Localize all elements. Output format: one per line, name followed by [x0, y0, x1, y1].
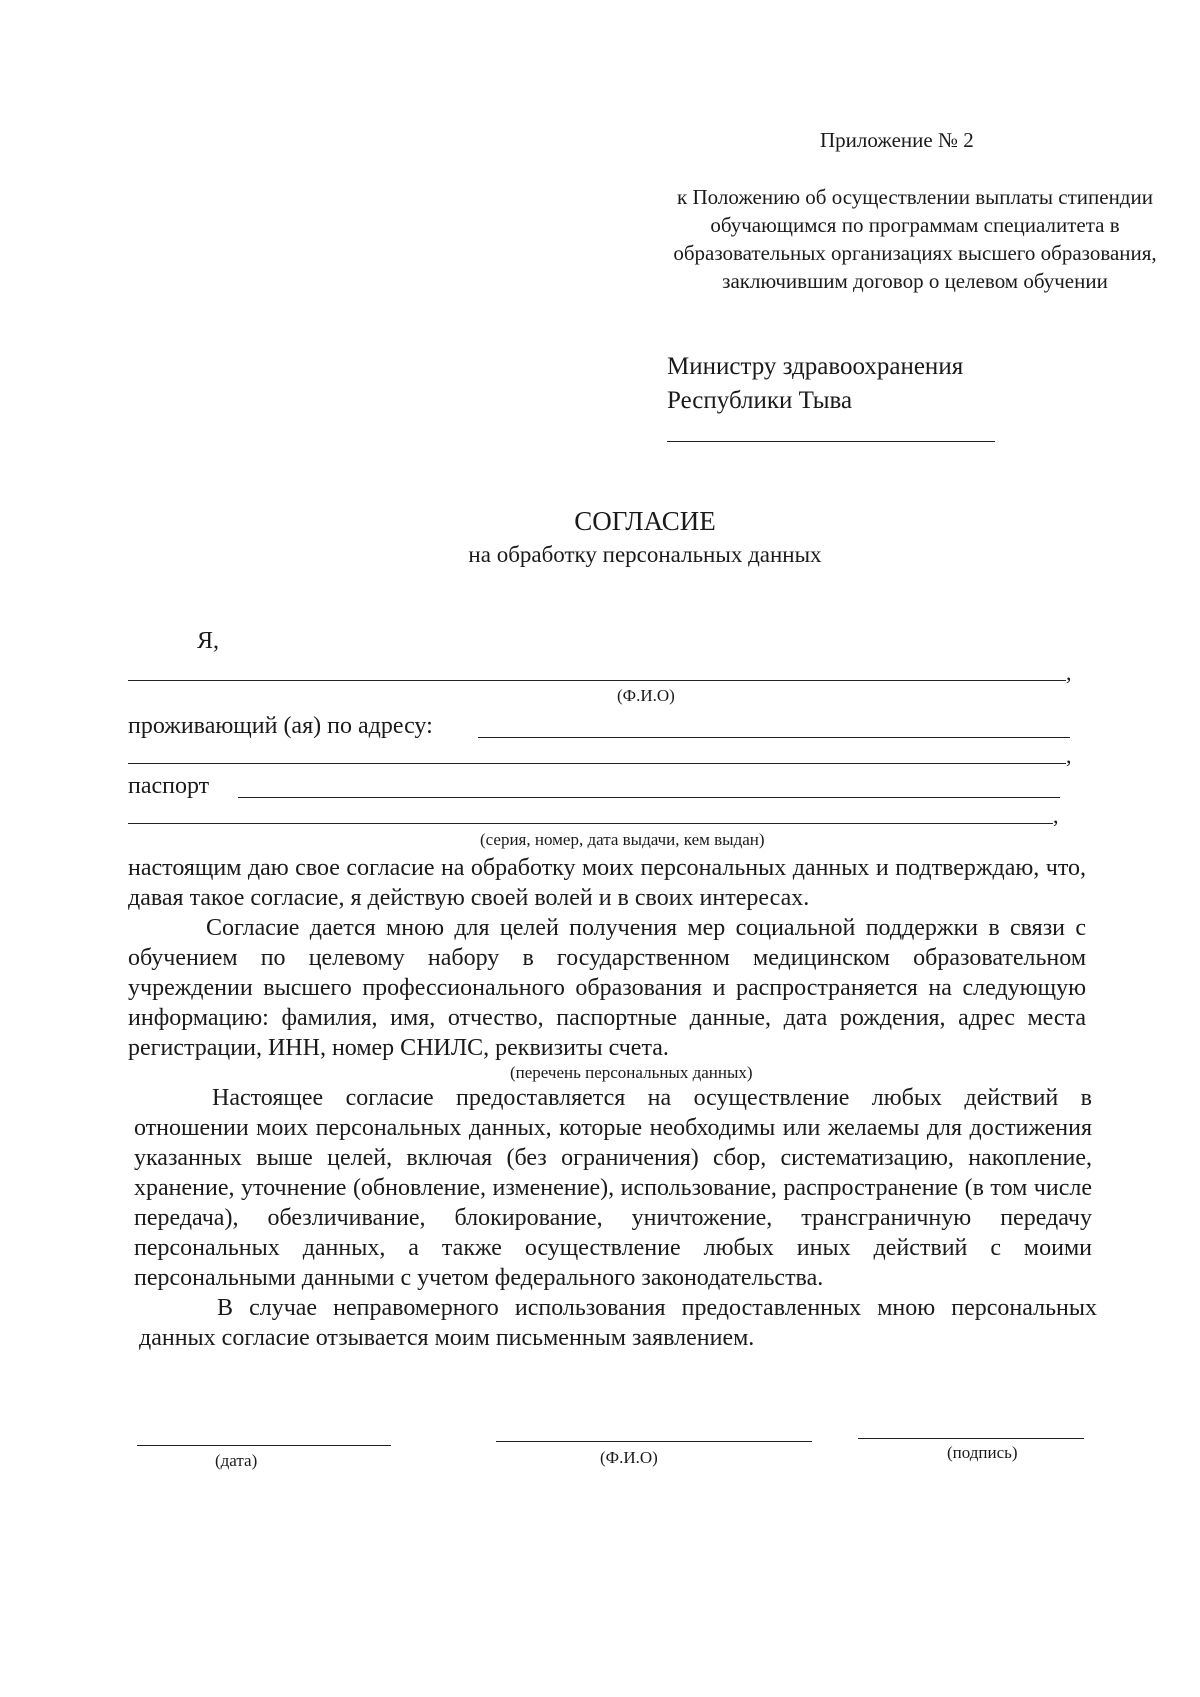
addressee — [667, 350, 963, 418]
document-title: СОГЛАСИЕ — [574, 506, 716, 536]
signature-caption: (подпись) — [947, 1443, 1018, 1462]
passport-comma: , — [1053, 803, 1059, 828]
signature-line[interactable] — [858, 1438, 1084, 1439]
fio-comma: , — [1066, 660, 1072, 685]
appendix-description: к Положению об осуществлении выплаты стипендии обучающимся по программам специалитета в образовательных организациях высшего образования, заключившим договор о целевом обучении — [673, 185, 1157, 293]
paragraph-4: В случае неправомерного использования предоставленных мною персональных данных согласие отзывается моим письменным заявлением. — [139, 1295, 1097, 1351]
document-subtitle: на обработку персональных данных — [468, 542, 822, 567]
paragraph-3: Настоящее согласие предоставляется на осуществление любых действий в отношении моих персональных данных, которые необходимы или желаемы для достижения указанных выше целей, включая (без ограничения) сбор, систематизацию, накопление, хранение, уточнение (обновление, изменение), использование, распространение (в том числе передача), обезличивание, блокирование, уничтожение, трансграничную передачу персональных данных, а также осуществление любых иных действий с моими персональными данными с учетом федерального законодательства. — [134, 1085, 1092, 1291]
address-comma: , — [1066, 743, 1072, 768]
paragraph-2: Согласие дается мною для целей получения мер социальной поддержки в связи с обучением по целевому набору в государственном медицинском образовательном учреждении высшего профессионального образования и распространяется на следующую информацию: фамилия, имя, отчество, паспортные данные, дата рождения, адрес места регистрации, ИНН, номер СНИЛС, реквизиты счета. — [128, 915, 1086, 1061]
addressee-line-1: Министру здравоохранения — [667, 353, 964, 380]
addressee-line-2: Республики Тыва — [667, 387, 853, 414]
address-blank-line-1[interactable] — [478, 737, 1070, 738]
address-label: проживающий (ая) по адресу: — [128, 713, 433, 739]
addressee-blank-line — [667, 441, 995, 442]
passport-caption: (серия, номер, дата выдачи, кем выдан) — [480, 830, 765, 849]
passport-label: паспорт — [128, 773, 210, 799]
passport-blank-line-2[interactable] — [128, 823, 1053, 824]
date-signature-line[interactable] — [137, 1445, 391, 1446]
date-caption: (дата) — [215, 1451, 258, 1470]
appendix-number: Приложение № 2 — [820, 128, 974, 152]
passport-blank-line-1[interactable] — [238, 797, 1060, 798]
fio-caption: (Ф.И.О) — [617, 686, 675, 705]
fio-signature-line[interactable] — [496, 1441, 812, 1442]
address-blank-line-2[interactable] — [128, 763, 1066, 764]
paragraph-1: настоящим даю свое согласие на обработку моих персональных данных и подтверждаю, что, давая такое согласие, я действую своей волей и в своих интересах. — [128, 855, 1086, 911]
paragraph-2-caption: (перечень персональных данных) — [510, 1063, 753, 1082]
fio-signature-caption: (Ф.И.О) — [600, 1448, 658, 1467]
ya-label: Я, — [197, 628, 220, 654]
fio-blank-line[interactable] — [128, 680, 1066, 681]
